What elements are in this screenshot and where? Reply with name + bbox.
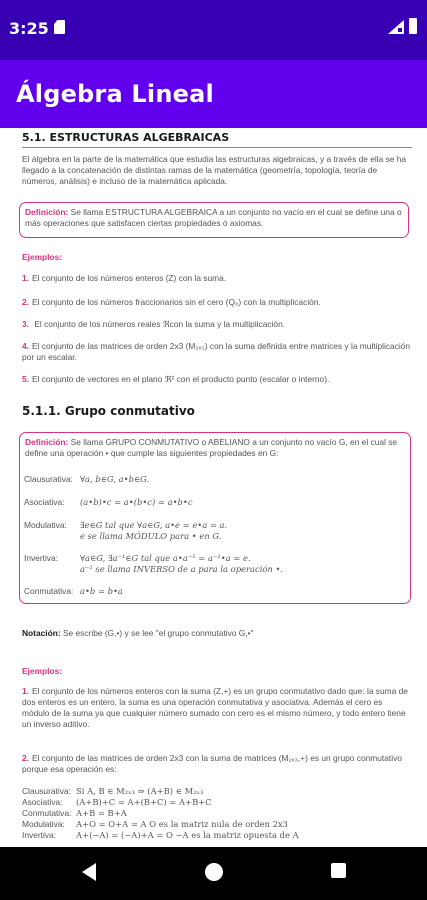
definition-label: Definición: (25, 437, 69, 447)
example-text: El conjunto de vectores en el plano ℜ² con el producto punto (escalar o interno). (32, 374, 330, 384)
example-number: 2. (22, 297, 29, 307)
example-text: El conjunto de las matrices de orden 2x3 con la suma de matrices (M₂ₓ₃,+) es un grupo conmutativo porque esa operación es: (22, 753, 402, 774)
example-item (22, 341, 412, 363)
example-item (22, 297, 412, 308)
recent-apps-icon[interactable] (331, 863, 346, 878)
property-name: Invertiva: (24, 553, 58, 563)
example-text: El conjunto de los números reales ℜcon la suma y la multiplicación. (32, 319, 286, 329)
property-formula: a•b = b•a (80, 586, 123, 596)
notation-label: Notación: (22, 628, 61, 638)
examples-heading: Ejemplos: (22, 252, 63, 262)
example-text: El conjunto de los números enteros (Z) con la suma. (32, 273, 227, 283)
property-name: Modulativa: (24, 520, 67, 530)
app-title: Álgebra Lineal (16, 80, 214, 108)
example-text: El conjunto de las matrices de orden 2x3 (M₂ₓ₃) con la suma definida entre matrices y la multiplicación por un escalar. (22, 341, 411, 362)
example-item (22, 753, 412, 775)
property-name: Asociativa: (24, 497, 65, 507)
property-name: Clausurativa: (24, 474, 73, 484)
status-bar (0, 0, 427, 60)
section-divider (22, 147, 412, 148)
property-formula: ∀a, b∈G, a•b∈G. (80, 474, 150, 484)
sd-card-icon (54, 20, 65, 34)
property-name: Conmutativa: (22, 808, 72, 818)
examples-heading: Ejemplos: (22, 666, 63, 676)
example-number: 1. (22, 273, 29, 283)
property-formula: A+O = O+A = A O es la matriz nula de orden 2x3 (76, 819, 288, 829)
property-name: Asociativa: (22, 797, 63, 807)
back-icon[interactable] (82, 863, 96, 881)
property-formula: a⁻¹ se llama INVERSO de a para la operación •. (80, 564, 284, 574)
property-formula: ∀a∈G, ∃a⁻¹∈G tal que a•a⁻¹ = a⁻¹•a = e. (80, 553, 251, 563)
property-formula: e se llama MÓDULO para • en G. (80, 531, 222, 541)
property-formula: (A+B)+C = A+(B+C) = A+B+C (76, 797, 212, 807)
navigation-bar (0, 847, 427, 900)
home-icon[interactable] (205, 863, 223, 881)
property-formula: A+B = B+A (76, 808, 127, 818)
property-formula: ∃e∈G tal que ∀a∈G, a•e = e•a = a. (80, 520, 228, 530)
example-item (22, 319, 412, 330)
example-number: 1. (22, 686, 29, 696)
notation-paragraph (22, 628, 412, 639)
battery-icon (409, 18, 417, 34)
status-time: 3:25 (9, 19, 49, 38)
property-name: Conmutativa: (24, 586, 74, 596)
example-number: 2. (22, 753, 29, 763)
signal-icon (388, 20, 404, 34)
example-text: El conjunto de los números enteros con la suma (Z,+) es un grupo conmutativo dado que: la suma de dos enteros es un entero, la suma es una operación conmutativa y asociativa. Además el cero es módulo de la suma ya que cualquier número sumado con cero es el mismo número, y todo entero tiene un inverso aditivo. (22, 686, 408, 729)
example-number: 4. (22, 341, 29, 351)
intro-paragraph: El álgebra en la parte de la matemática que estudia las estructuras algebraicas, y a través de ella se ha llegado a la concatenación de distintas ramas de la matemática (geometría, topología, teoría de números, análisis) e incluso de la matemática aplicada. (22, 154, 407, 186)
section-title: 5.1. ESTRUCTURAS ALGEBRAICAS (22, 131, 230, 144)
notation-text: Se escribe (G,•) y se lee "el grupo conmutativo G,•" (62, 628, 254, 638)
property-name: Clausurativa: (22, 786, 71, 796)
example-text: El conjunto de los números fraccionarios sin el cero (Q₀) con la multiplicación. (32, 297, 321, 307)
property-formula: (a•b)•c = a•(b•c) = a•b•c (80, 497, 193, 507)
example-number: 5. (22, 374, 29, 384)
document-view[interactable] (0, 128, 427, 847)
property-name: Modulativa: (22, 819, 65, 829)
definition-label: Definición: (25, 207, 69, 217)
definition-box (19, 202, 409, 238)
subsection-title: 5.1.1. Grupo conmutativo (22, 404, 195, 418)
property-name: Invertiva: (22, 830, 56, 840)
definition-text: Se llama ESTRUCTURA ALGEBRAICA a un conjunto no vacío en el cual se define una o más operaciones que satisfacen ciertas propiedades ó axiomas. (25, 207, 402, 228)
example-item (22, 273, 412, 284)
example-item (22, 686, 412, 730)
example-item (22, 374, 412, 385)
property-formula: A+(−A) = (−A)+A = O −A es la matriz opuesta de A (76, 830, 299, 840)
example-number: 3. (22, 319, 29, 329)
app-bar (0, 60, 427, 128)
definition-text: Se llama GRUPO CONMUTATIVO o ABELIANO a un conjunto no vacío G, en el cual se define una operación • que cumple las siguientes propiedades en G: (25, 437, 398, 458)
property-formula: Si A, B ∈ M₂ₓ₃ ⇒ (A+B) ∈ M₂ₓ₃ (76, 786, 204, 796)
group-definition-box (19, 432, 411, 604)
